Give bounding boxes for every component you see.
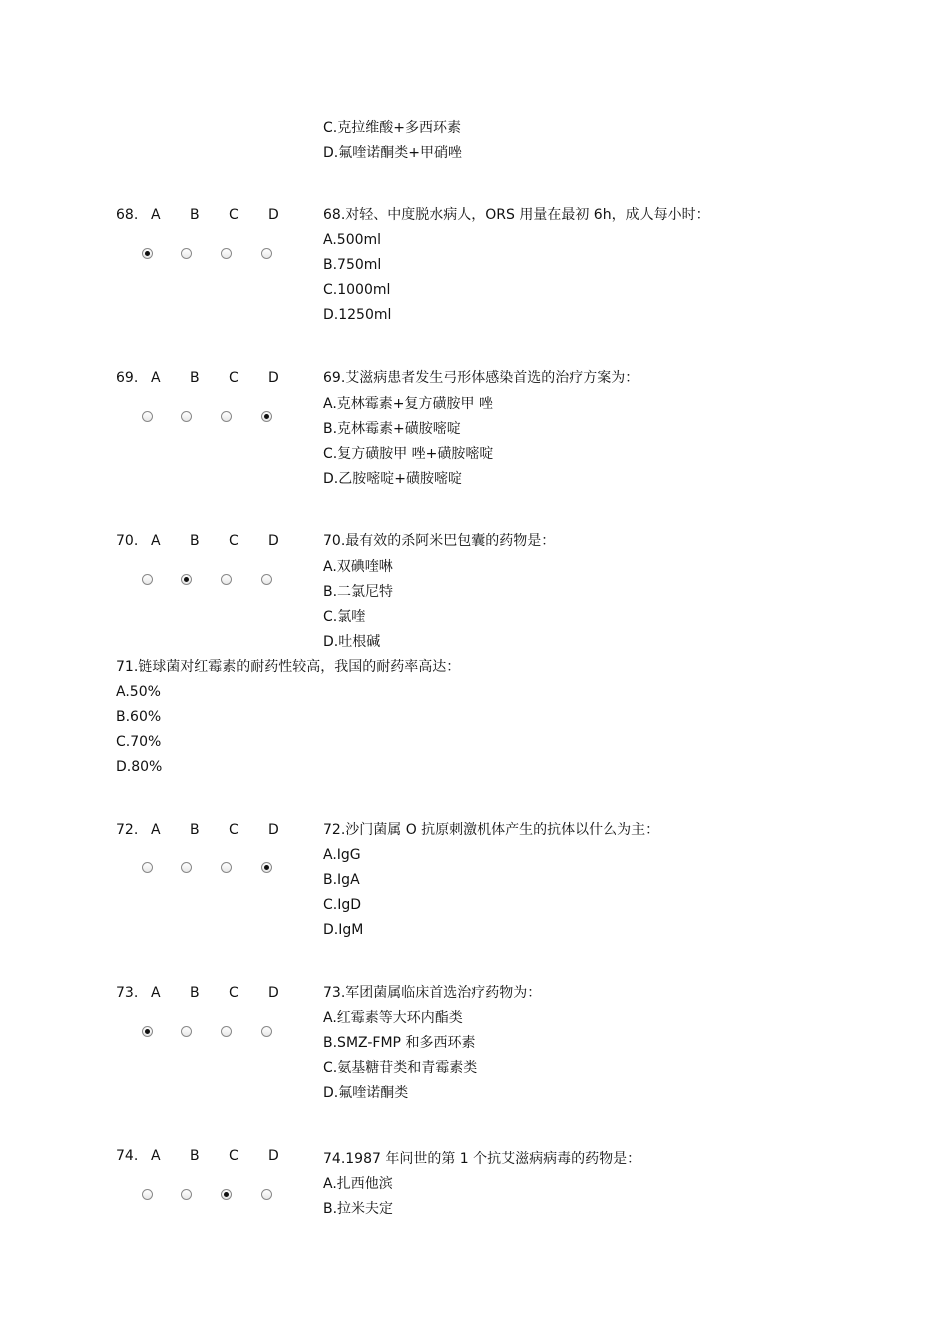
question-number: 72.: [116, 822, 139, 838]
question-text: 73.军团菌属临床首选治疗药物为：: [323, 985, 542, 1001]
question-text: 68.对轻、中度脱水病人，ORS 用量在最初 6h，成人每小时：: [323, 207, 710, 223]
question-number: 68.: [116, 207, 139, 223]
radio-a[interactable]: [142, 574, 153, 585]
option-text: A.扎西他滨: [323, 1176, 393, 1192]
option-text: C.氨基糖苷类和青霉素类: [323, 1060, 478, 1076]
question-text: 69.艾滋病患者发生弓形体感染首选的治疗方案为：: [323, 370, 640, 386]
option-text: C.70%: [116, 734, 162, 750]
question-number: 73.: [116, 985, 139, 1001]
radio-d[interactable]: [261, 1189, 272, 1200]
option-text: A.IgG: [323, 847, 361, 863]
question-text: 72.沙门菌属 O 抗原刺激机体产生的抗体以什么为主：: [323, 822, 660, 838]
option-text: D.氟喹诺酮类+甲硝唑: [323, 145, 462, 161]
choice-label-d: D: [268, 822, 279, 838]
option-text: D.乙胺嘧啶+磺胺嘧啶: [323, 471, 462, 487]
option-text: C.1000ml: [323, 282, 391, 298]
radio-d[interactable]: [261, 862, 272, 873]
option-text: B.SMZ-FMP 和多西环素: [323, 1035, 476, 1051]
question-number: 74.: [116, 1148, 139, 1164]
radio-a[interactable]: [142, 248, 153, 259]
radio-c[interactable]: [221, 248, 232, 259]
option-text: B.60%: [116, 709, 162, 725]
radio-b[interactable]: [181, 1189, 192, 1200]
option-text: B.750ml: [323, 257, 382, 273]
choice-label-c: C: [229, 533, 239, 549]
choice-label-c: C: [229, 370, 239, 386]
question-text: 71.链球菌对红霉素的耐药性较高，我国的耐药率高达：: [116, 659, 461, 675]
option-text: D.1250ml: [323, 307, 392, 323]
choice-label-d: D: [268, 533, 279, 549]
option-text: B.二氯尼特: [323, 584, 394, 600]
radio-a[interactable]: [142, 411, 153, 422]
radio-d[interactable]: [261, 248, 272, 259]
choice-label-a: A: [151, 985, 161, 1001]
question-number: 70.: [116, 533, 139, 549]
option-text: B.IgA: [323, 872, 360, 888]
radio-b[interactable]: [181, 1026, 192, 1037]
radio-d[interactable]: [261, 411, 272, 422]
option-text: C.氯喹: [323, 609, 366, 625]
radio-d[interactable]: [261, 1026, 272, 1037]
question-text: 74.1987 年问世的第 1 个抗艾滋病病毒的药物是：: [323, 1151, 642, 1167]
option-text: C.IgD: [323, 897, 362, 913]
radio-c[interactable]: [221, 574, 232, 585]
choice-label-b: B: [190, 1148, 200, 1164]
option-text: D.80%: [116, 759, 163, 775]
option-text: A.红霉素等大环内酯类: [323, 1010, 463, 1026]
radio-a[interactable]: [142, 1189, 153, 1200]
radio-d[interactable]: [261, 574, 272, 585]
choice-label-b: B: [190, 370, 200, 386]
choice-label-a: A: [151, 1148, 161, 1164]
choice-label-c: C: [229, 822, 239, 838]
choice-label-d: D: [268, 1148, 279, 1164]
question-text: 70.最有效的杀阿米巴包囊的药物是：: [323, 533, 556, 549]
choice-label-a: A: [151, 207, 161, 223]
radio-b[interactable]: [181, 862, 192, 873]
radio-b[interactable]: [181, 411, 192, 422]
choice-label-d: D: [268, 985, 279, 1001]
option-text: A.双碘喹啉: [323, 559, 393, 575]
option-text: D.氟喹诺酮类: [323, 1085, 409, 1101]
choice-label-b: B: [190, 985, 200, 1001]
radio-c[interactable]: [221, 862, 232, 873]
radio-c[interactable]: [221, 411, 232, 422]
choice-label-a: A: [151, 533, 161, 549]
radio-b[interactable]: [181, 248, 192, 259]
choice-label-b: B: [190, 533, 200, 549]
radio-b[interactable]: [181, 574, 192, 585]
option-text: C.复方磺胺甲 唑+磺胺嘧啶: [323, 446, 494, 462]
option-text: D.IgM: [323, 922, 364, 938]
choice-label-c: C: [229, 985, 239, 1001]
choice-label-c: C: [229, 207, 239, 223]
radio-c[interactable]: [221, 1189, 232, 1200]
choice-label-d: D: [268, 370, 279, 386]
option-text: A.500ml: [323, 232, 382, 248]
option-text: A.50%: [116, 684, 161, 700]
option-text: D.吐根碱: [323, 634, 381, 650]
choice-label-a: A: [151, 822, 161, 838]
choice-label-a: A: [151, 370, 161, 386]
radio-c[interactable]: [221, 1026, 232, 1037]
choice-label-b: B: [190, 207, 200, 223]
choice-label-b: B: [190, 822, 200, 838]
radio-a[interactable]: [142, 1026, 153, 1037]
choice-label-d: D: [268, 207, 279, 223]
option-text: C.克拉维酸+多西环素: [323, 120, 461, 136]
option-text: A.克林霉素+复方磺胺甲 唑: [323, 396, 493, 412]
option-text: B.拉米夫定: [323, 1201, 394, 1217]
choice-label-c: C: [229, 1148, 239, 1164]
radio-a[interactable]: [142, 862, 153, 873]
question-number: 69.: [116, 370, 139, 386]
option-text: B.克林霉素+磺胺嘧啶: [323, 421, 461, 437]
